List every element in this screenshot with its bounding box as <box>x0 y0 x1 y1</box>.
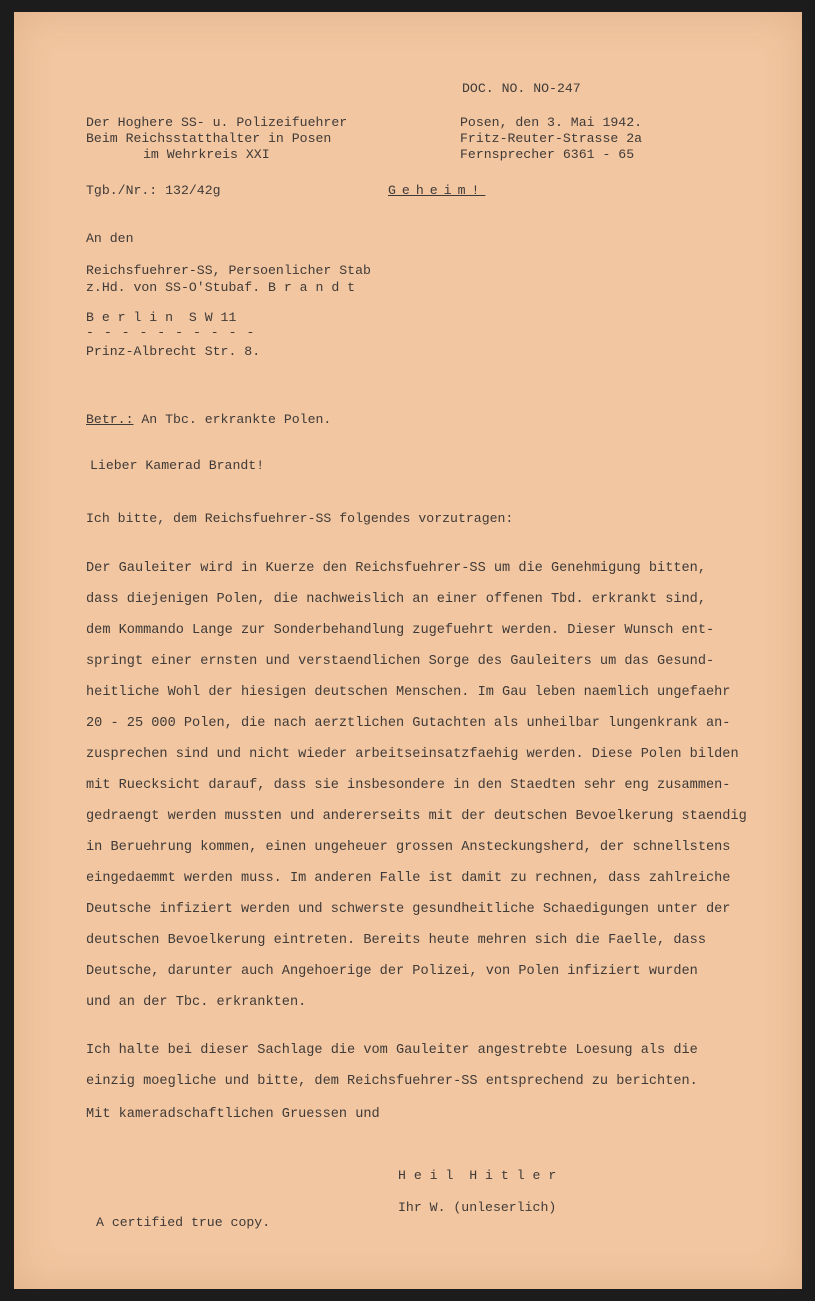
place-date: Posen, den 3. Mai 1942. <box>460 115 643 130</box>
paragraph-line: Deutsche infiziert werden und schwerste gesundheitliche Schaedigungen unter der <box>86 902 731 917</box>
document-page <box>14 12 802 1289</box>
address-street: Fritz-Reuter-Strasse 2a <box>460 131 643 146</box>
greeting: Lieber Kamerad Brandt! <box>90 458 265 473</box>
paragraph-line: mit Ruecksicht darauf, dass sie insbesondere in den Staedten sehr eng zusammen- <box>86 778 731 793</box>
paragraph-line: eingedaemmt werden muss. Im anderen Falle ist damit zu rechnen, dass zahlreiche <box>86 871 731 886</box>
recipient-line-1: Reichsfuehrer-SS, Persoenlicher Stab <box>86 263 371 278</box>
paragraph-line: zusprechen sind und nicht wieder arbeitseinsatzfaehig werden. Diese Polen bilden <box>86 747 739 762</box>
reference-number: Tgb./Nr.: 132/42g <box>86 183 221 198</box>
signature: Ihr W. (unleserlich) <box>398 1200 557 1215</box>
paragraph-line: heitliche Wohl der hiesigen deutschen Menschen. Im Gau leben naemlich ungefaehr <box>86 685 731 700</box>
paragraph-line: dem Kommando Lange zur Sonderbehandlung zugefuehrt werden. Dieser Wunsch ent- <box>86 623 715 638</box>
paragraph-line: einzig moegliche und bitte, dem Reichsfuehrer-SS entsprechend zu berichten. <box>86 1074 698 1089</box>
phone-number: Fernsprecher 6361 - 65 <box>460 147 635 162</box>
paragraph-line: springt einer ernsten und verstaendlichen Sorge des Gauleiters um das Gesund- <box>86 654 715 669</box>
paragraph-line: gedraengt werden mussten und andererseits mit der deutschen Bevoelkerung staendig <box>86 809 747 824</box>
recipient-city-underline: - - - - - - - - - - <box>86 325 256 340</box>
classification-stamp: Geheim! <box>388 183 486 198</box>
certification-note: A certified true copy. <box>96 1215 271 1230</box>
paragraph-line: 20 - 25 000 Polen, die nach aerztlichen Gutachten als unheilbar lungenkrank an- <box>86 716 731 731</box>
sender-line-2: Beim Reichsstatthalter in Posen <box>86 131 332 146</box>
recipient-salutation: An den <box>86 231 134 246</box>
paragraph-line: Deutsche, darunter auch Angehoerige der Polizei, von Polen infiziert wurden <box>86 964 698 979</box>
intro-line: Ich bitte, dem Reichsfuehrer-SS folgendes vorzutragen: <box>86 511 514 526</box>
sender-line-1: Der Hoghere SS- u. Polizeifuehrer <box>86 115 348 130</box>
paragraph-line: dass diejenigen Polen, die nachweislich an einer offenen Tbd. erkrankt sind, <box>86 592 706 607</box>
doc-number: DOC. NO. NO-247 <box>462 81 581 96</box>
paragraph-line: Ich halte bei dieser Sachlage die vom Gauleiter angestrebte Loesung als die <box>86 1043 698 1058</box>
paragraph-line: in Beruehrung kommen, einen ungeheuer grossen Ansteckungsherd, der schnellstens <box>86 840 731 855</box>
paragraph-line: deutschen Bevoelkerung eintreten. Bereits heute mehren sich die Faelle, dass <box>86 933 706 948</box>
subject-line <box>86 413 331 426</box>
paragraph-line: Mit kameradschaftlichen Gruessen und <box>86 1107 380 1122</box>
subject-text: An Tbc. erkrankte Polen. <box>133 412 332 427</box>
recipient-line-2: z.Hd. von SS-O'Stubaf. B r a n d t <box>86 280 356 295</box>
paragraph-line: und an der Tbc. erkrankten. <box>86 995 307 1010</box>
sender-line-3: im Wehrkreis XXI <box>143 147 270 162</box>
paragraph-line: Der Gauleiter wird in Kuerze den Reichsfuehrer-SS um die Genehmigung bitten, <box>86 561 706 576</box>
subject-label: Betr.: <box>86 412 134 427</box>
recipient-city: B e r l i n S W 11 <box>86 310 237 325</box>
closing-salute: H e i l H i t l e r <box>398 1168 557 1183</box>
recipient-street: Prinz-Albrecht Str. 8. <box>86 344 261 359</box>
